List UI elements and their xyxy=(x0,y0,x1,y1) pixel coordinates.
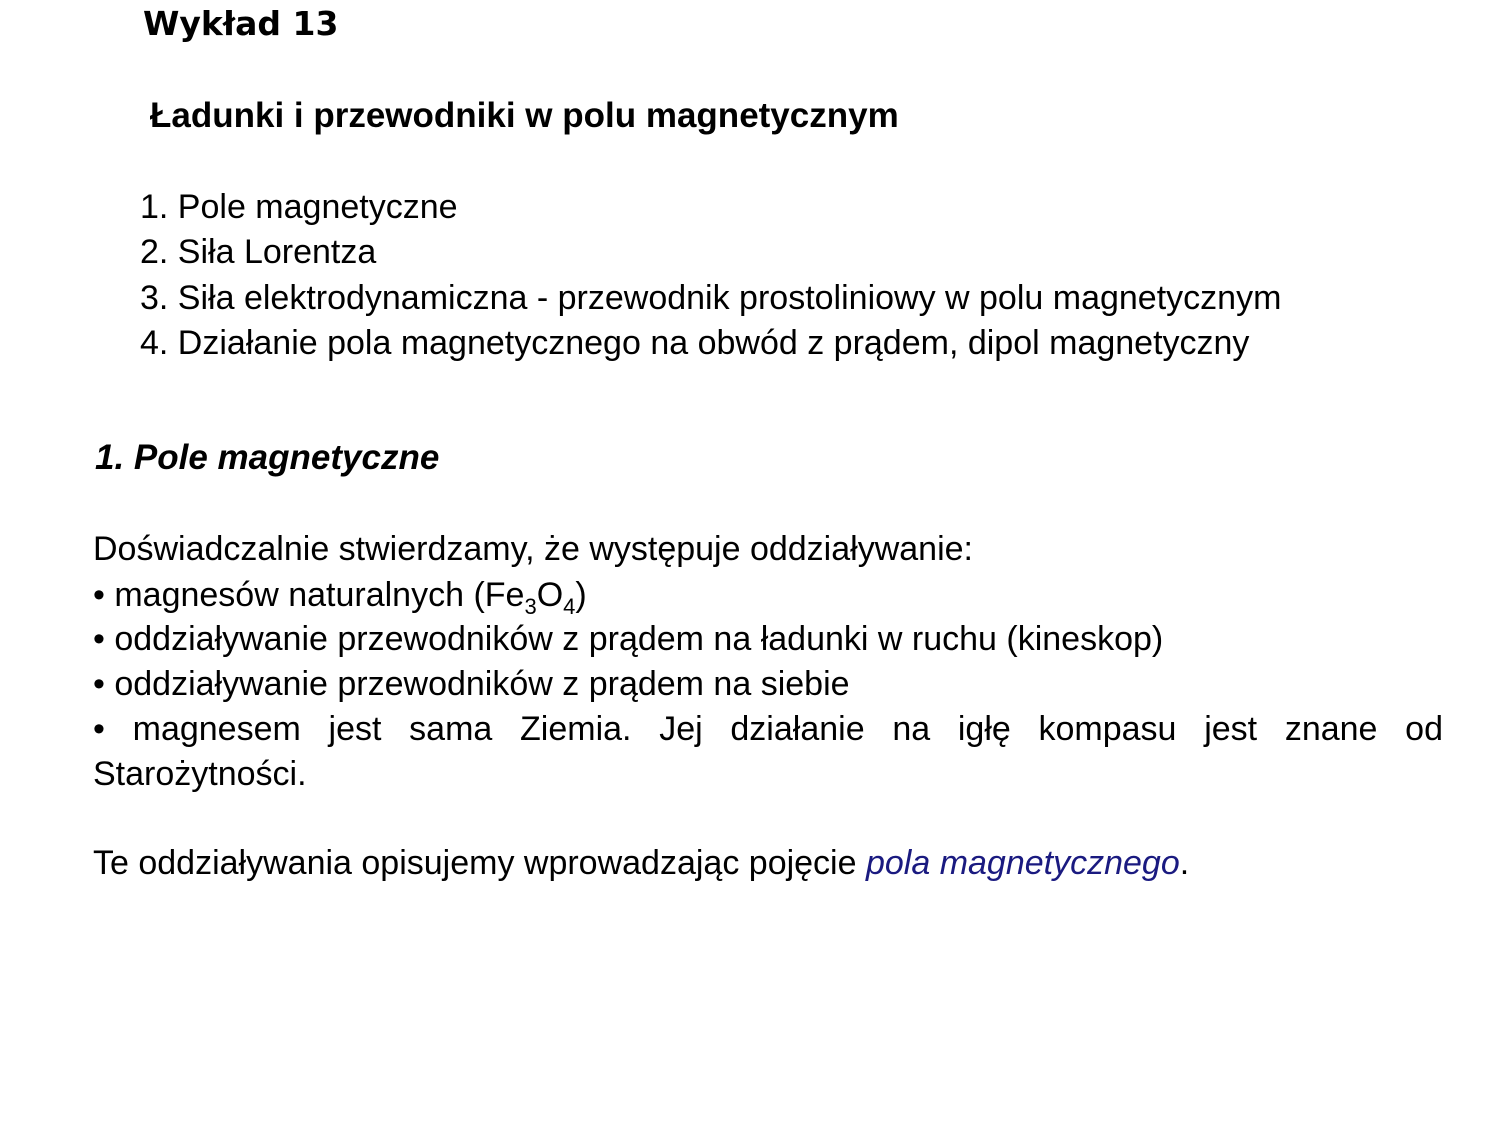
subscript: 3 xyxy=(524,594,537,619)
bullet-item: • magnesem jest sama Ziemia. Jej działanie na igłę kompasu jest znane od xyxy=(93,710,1443,748)
toc-item: 1. Pole magnetyczne xyxy=(140,188,458,226)
conclusion xyxy=(93,845,1189,881)
subscript: 4 xyxy=(563,594,576,619)
lecture-title: Wykład 13 xyxy=(143,4,339,43)
emphasis-term: pola magnetycznego xyxy=(865,844,1180,882)
bullet-item: • oddziaływanie przewodników z prądem na siebie xyxy=(93,665,850,703)
bullet-text: O xyxy=(536,576,564,614)
conclusion-text: Te oddziaływania opisujemy wprowadzając pojęcie xyxy=(93,844,866,882)
conclusion-end: . xyxy=(1179,844,1190,882)
toc-item: 3. Siła elektrodynamiczna - przewodnik prostoliniowy w polu magnetycznym xyxy=(140,279,1282,317)
bullet-continuation: Starożytności. xyxy=(93,755,307,793)
lecture-subtitle: Ładunki i przewodniki w polu magnetycznym xyxy=(150,96,899,135)
intro-text: Doświadczalnie stwierdzamy, że występuje oddziaływanie: xyxy=(93,530,973,568)
bullet-item: • oddziaływanie przewodników z prądem na ładunki w ruchu (kineskop) xyxy=(93,620,1164,658)
bullet-text: • magnesów naturalnych (Fe xyxy=(93,576,525,614)
bullet-text: ) xyxy=(575,576,587,614)
bullet-item xyxy=(93,576,587,619)
section-heading: 1. Pole magnetyczne xyxy=(95,438,440,477)
toc-item: 2. Siła Lorentza xyxy=(140,233,377,271)
toc-item: 4. Działanie pola magnetycznego na obwód z prądem, dipol magnetyczny xyxy=(140,324,1250,362)
